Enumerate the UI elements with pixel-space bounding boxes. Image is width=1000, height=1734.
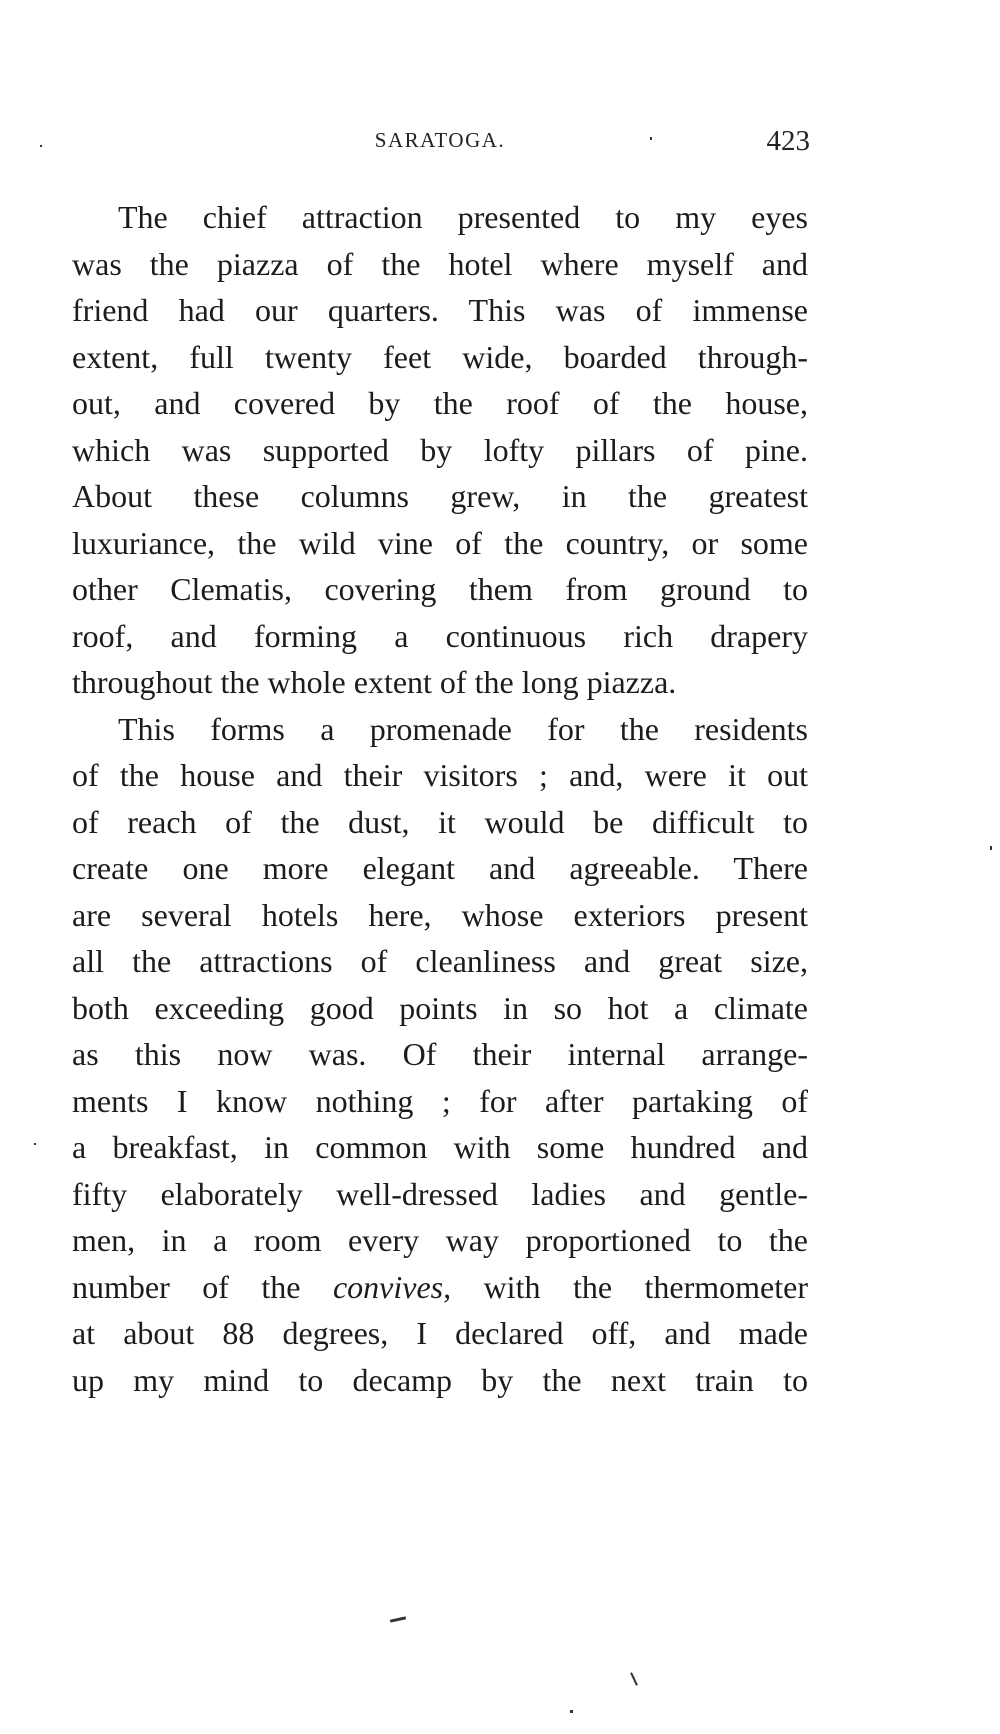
text-line: at about 88 degrees, I declared off, and made: [72, 1315, 808, 1351]
text-line: ments I know nothing ; for after partaking of: [72, 1082, 808, 1119]
ink-speck: [570, 1710, 573, 1713]
text-line: a breakfast, in common with some hundred and: [72, 1129, 808, 1165]
text-line: which was supported by lofty pillars of pine.: [72, 431, 808, 468]
running-title: SARATOGA.: [374, 128, 506, 152]
text-line: was the piazza of the hotel where myself and: [72, 245, 808, 282]
text-line: men, in a room every way proportioned to the: [72, 1222, 808, 1258]
text-line: up my mind to decamp by the next train to: [72, 1361, 808, 1398]
ink-speck: [630, 1672, 638, 1686]
ink-speck: [990, 846, 992, 850]
text-line: roof, and forming a continuous rich drapery: [72, 617, 808, 654]
text-line: extent, full twenty feet wide, boarded through-: [72, 338, 808, 375]
text-line: fifty elaborately well-dressed ladies and gentle-: [72, 1175, 808, 1212]
text-line: of reach of the dust, it would be difficult to: [72, 803, 808, 840]
text-line: throughout the whole extent of the long piazza.: [72, 664, 677, 700]
running-head: [70, 125, 810, 168]
text-line: of the house and their visitors ; and, were it out: [72, 757, 808, 793]
ink-speck: [40, 145, 42, 147]
text-line: This forms a promenade for the residents: [118, 710, 808, 747]
text-line: out, and covered by the roof of the house,: [72, 385, 808, 421]
page-number: 423: [766, 125, 810, 157]
text-line: all the attractions of cleanliness and great size,: [72, 943, 808, 979]
line-segment: with the thermometer: [451, 1268, 809, 1305]
text-line: are several hotels here, whose exteriors present: [72, 896, 808, 933]
text-line: create one more elegant and agreeable. There: [72, 850, 808, 886]
line-segment: number of the: [72, 1268, 333, 1305]
text-line-with-italic: [72, 1264, 808, 1311]
text-line: both exceeding good points in so hot a climate: [72, 989, 808, 1026]
ink-speck: [34, 1143, 36, 1145]
text-line: other Clematis, covering them from ground to: [72, 571, 808, 607]
text-line: The chief attraction presented to my eyes: [118, 199, 808, 235]
italic-word: convives,: [332, 1268, 452, 1305]
text-line: About these columns grew, in the greatest: [72, 478, 808, 514]
body-text: [72, 194, 808, 1403]
ink-speck: [390, 1616, 406, 1622]
text-line: luxuriance, the wild vine of the country, or some: [72, 524, 808, 561]
text-line: as this now was. Of their internal arrange-: [72, 1036, 808, 1072]
text-line: friend had our quarters. This was of immense: [72, 292, 808, 328]
ink-speck: [650, 137, 652, 140]
